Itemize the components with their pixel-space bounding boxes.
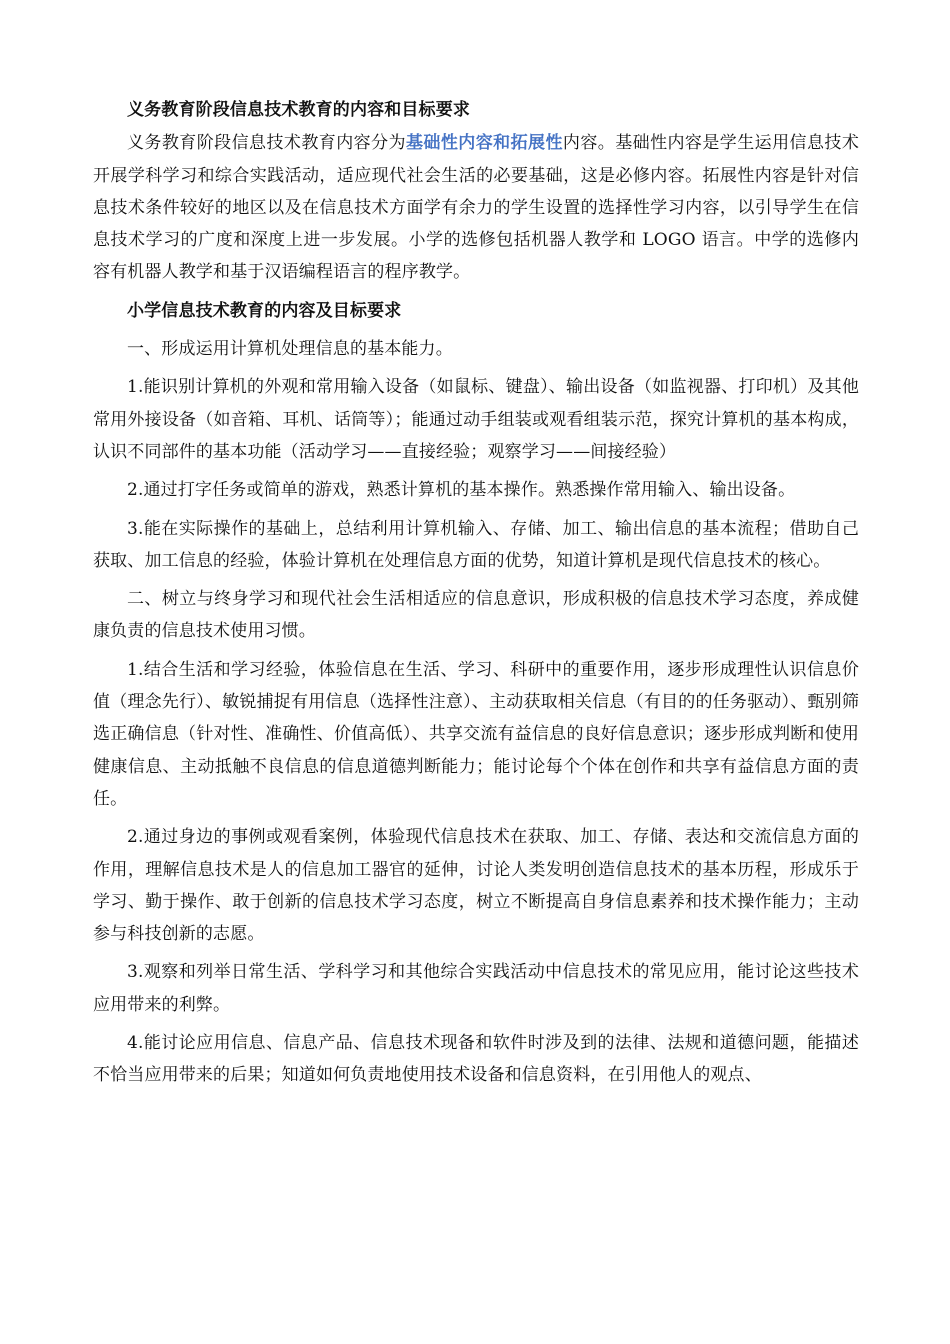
part1-item-1: 1.能识别计算机的外观和常用输入设备（如鼠标、键盘）、输出设备（如监视器、打印机）及其他常用外接设备（如音箱、耳机、话筒等）；能通过动手组装或观看组装示范，探究计算机的基本构成，认识不同部件的基本功能（活动学习——直接经验；观察学习——间接经验） [93,377,859,462]
document-title: 义务教育阶段信息技术教育的内容和目标要求 [127,100,470,120]
intro-paragraph [93,127,859,288]
intro-text-before: 义务教育阶段信息技术教育内容分为 [127,133,406,154]
part2-heading: 二、树立与终身学习和现代社会生活相适应的信息意识，形成积极的信息技术学习态度，养成健康负责的信息技术使用习惯。 [93,589,859,642]
part1-heading: 一、形成运用计算机处理信息的基本能力。 [127,339,453,360]
section-title: 小学信息技术教育的内容及目标要求 [127,300,402,321]
part2-item-1: 1.结合生活和学习经验，体验信息在生活、学习、科研中的重要作用，逐步形成理性认识信息价值（理念先行）、敏锐捕捉有用信息（选择性注意）、主动获取相关信息（有目的的任务驱动）、甄别筛选正确信息（针对性、准确性、价值高低）、共享交流有益信息的良好信息意识；逐步形成判断和使用健康信息、主动抵触不良信息的信息道德判断能力；能讨论每个个体在创作和共享有益信息方面的责任。 [93,659,859,809]
intro-highlight: 基础性内容和拓展性 [405,133,563,154]
part2-item-3: 3.观察和列举日常生活、学科学习和其他综合实践活动中信息技术的常见应用，能讨论这些技术应用带来的利弊。 [93,962,859,1015]
part1-item-2: 2.通过打字任务或简单的游戏，熟悉计算机的基本操作。熟悉操作常用输入、输出设备。 [127,480,796,501]
part2-item-2: 2.通过身边的事例或观看案例，体验现代信息技术在获取、加工、存储、表达和交流信息方面的作用，理解信息技术是人的信息加工器官的延伸，讨论人类发明创造信息技术的基本历程，形成乐于学习、勤于操作、敢于创新的信息技术学习态度，树立不断提高自身信息素养和技术操作能力；主动参与科技创新的志愿。 [93,827,859,945]
document-page [93,94,859,1092]
part1-item-3: 3.能在实际操作的基础上，总结利用计算机输入、存储、加工、输出信息的基本流程；借助自己获取、加工信息的经验，体验计算机在处理信息方面的优势，知道计算机是现代信息技术的核心。 [93,518,859,571]
part2-item-4: 4.能讨论应用信息、信息产品、信息技术现备和软件时涉及到的法律、法规和道德问题，能描述不恰当应用带来的后果；知道如何负责地使用技术设备和信息资料，在引用他人的观点、 [93,1033,859,1086]
intro-text-after: 内容。基础性内容是学生运用信息技术开展学科学习和综合实践活动，适应现代社会生活的必要基础，这是必修内容。拓展性内容是针对信息技术条件较好的地区以及在信息技术方面学有余力的学生设置的选择性学习内容，以引导学生在信息技术学习的广度和深度上进一步发展。小学的选修包括机器人教学和 LOGO 语言。中学的选修内容有机器人教学和基于汉语编程语言的程序教学。 [93,133,859,283]
